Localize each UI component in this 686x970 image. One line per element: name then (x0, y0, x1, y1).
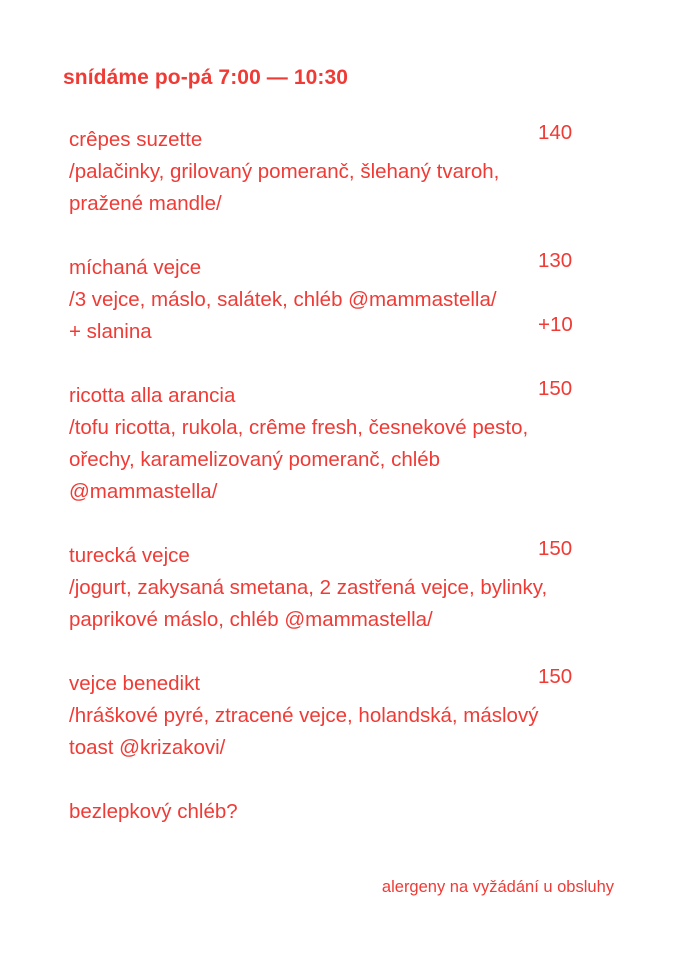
menu-item-description: paprikové máslo, chléb @mammastella/ (69, 608, 433, 631)
menu-item-description: /3 vejce, máslo, salátek, chléb @mammastella/ (69, 288, 497, 311)
menu-item-name: crêpes suzette (69, 128, 203, 151)
gluten-free-note (69, 796, 629, 828)
allergens-footer: alergeny na vyžádání u obsluhy (381, 878, 614, 896)
menu-item-description: ořechy, karamelizovaný pomeranč, chléb (69, 448, 441, 471)
menu-item-name: ricotta alla arancia (69, 384, 236, 407)
menu-item-addon-price: +10 (538, 313, 573, 336)
menu-item-description: @mammastella/ (69, 480, 218, 503)
menu-item-description: pražené mandle/ (69, 192, 222, 215)
menu-item-price: 150 (538, 377, 573, 400)
menu-item-description: toast @krizakovi/ (69, 736, 226, 759)
menu-item-name: turecká vejce (69, 544, 190, 567)
menu-item-description: /palačinky, grilovaný pomeranč, šlehaný tvaroh, (69, 160, 500, 183)
menu-item-description: /tofu ricotta, rukola, crême fresh, česnekové pesto, (69, 416, 529, 439)
note-text: bezlepkový chléb? (69, 800, 238, 823)
menu-item-price: 150 (538, 665, 573, 688)
menu-item-price: 150 (538, 537, 573, 560)
menu-item-description: /jogurt, zakysaná smetana, 2 zastřená vejce, bylinky, (69, 576, 548, 599)
menu-item-name: míchaná vejce (69, 256, 202, 279)
menu-item-description: /hráškové pyré, ztracené vejce, holandská, máslový (69, 704, 539, 727)
page-title: snídáme po-pá 7:00 — 10:30 (63, 66, 349, 89)
menu-item-price: 140 (538, 121, 573, 144)
menu-item-price: 130 (538, 249, 573, 272)
menu-item-addon: + slanina (69, 320, 152, 343)
menu-item-name: vejce benedikt (69, 672, 201, 695)
